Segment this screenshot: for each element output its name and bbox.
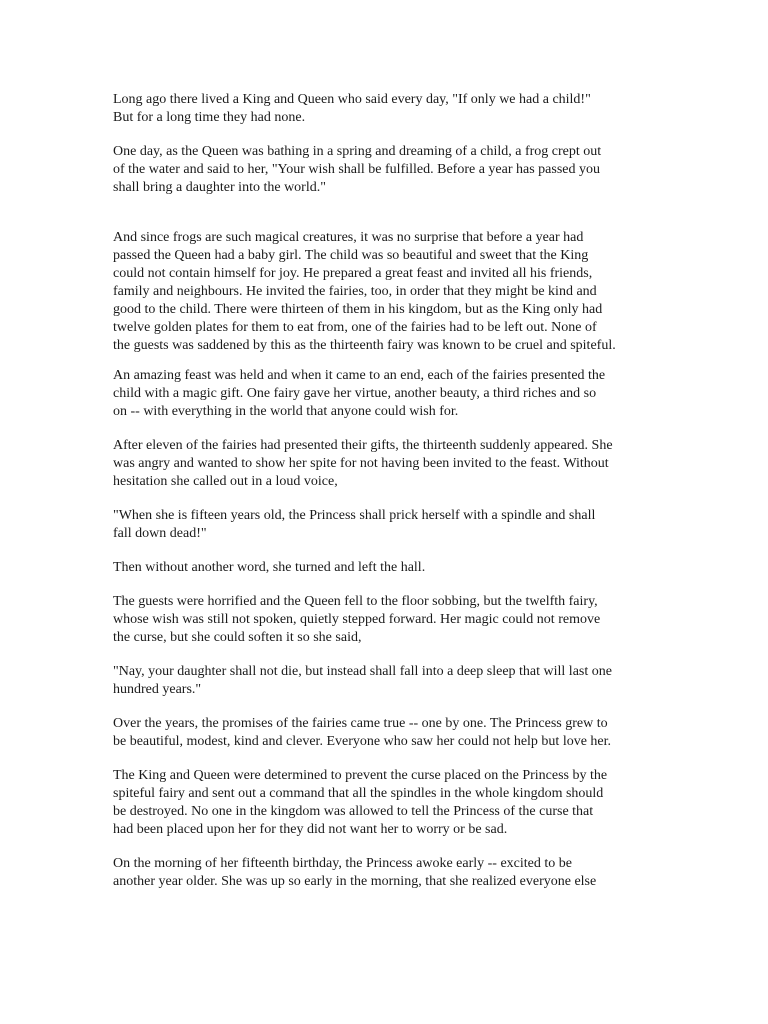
text-line: had been placed upon her for they did not want her to worry or be sad.	[113, 822, 508, 837]
text-line: the curse, but she could soften it so she said,	[113, 630, 362, 645]
text-line: family and neighbours. He invited the fairies, too, in order that they might be kind and	[113, 284, 597, 299]
paragraph-9	[113, 663, 673, 699]
text-line: the guests was saddened by this as the thirteenth fairy was known to be cruel and spiteful.	[113, 338, 616, 353]
text-line: hesitation she called out in a loud voice,	[113, 474, 338, 489]
text-line: But for a long time they had none.	[113, 110, 306, 125]
paragraph-3	[113, 229, 673, 355]
paragraph-5	[113, 437, 673, 491]
text-line: whose wish was still not spoken, quietly stepped forward. Her magic could not remove	[113, 612, 601, 627]
text-line: After eleven of the fairies had presented their gifts, the thirteenth suddenly appeared. She	[113, 438, 613, 453]
text-line: twelve golden plates for them to eat from, one of the fairies had to be left out. None of	[113, 320, 597, 335]
text-line: be beautiful, modest, kind and clever. Everyone who saw her could not help but love her.	[113, 734, 612, 749]
text-line: Over the years, the promises of the fairies came true -- one by one. The Princess grew to	[113, 716, 608, 731]
text-line: Long ago there lived a King and Queen who said every day, "If only we had a child!"	[113, 92, 591, 107]
text-line: another year older. She was up so early in the morning, that she realized everyone else	[113, 874, 597, 889]
text-line: passed the Queen had a baby girl. The child was so beautiful and sweet that the King	[113, 248, 589, 263]
text-line: hundred years."	[113, 682, 202, 697]
text-line: And since frogs are such magical creatures, it was no surprise that before a year had	[113, 230, 584, 245]
paragraph-12	[113, 855, 673, 891]
paragraph-11	[113, 767, 673, 839]
text-line: Then without another word, she turned and left the hall.	[113, 560, 426, 575]
paragraph-10	[113, 715, 673, 751]
paragraph-2	[113, 143, 673, 197]
paragraph-1	[113, 91, 673, 127]
text-line: on -- with everything in the world that anyone could wish for.	[113, 404, 459, 419]
paragraph-7	[113, 559, 673, 577]
text-line: of the water and said to her, "Your wish shall be fulfilled. Before a year has passed you	[113, 162, 600, 177]
text-line: One day, as the Queen was bathing in a spring and dreaming of a child, a frog crept out	[113, 144, 602, 159]
text-line: be destroyed. No one in the kingdom was allowed to tell the Princess of the curse that	[113, 804, 594, 819]
paragraph-4	[113, 367, 673, 421]
text-line: "Nay, your daughter shall not die, but instead shall fall into a deep sleep that will last one	[113, 664, 612, 679]
text-line: child with a magic gift. One fairy gave her virtue, another beauty, a third riches and so	[113, 386, 597, 401]
paragraph-6	[113, 507, 673, 543]
text-line: An amazing feast was held and when it came to an end, each of the fairies presented the	[113, 368, 606, 383]
text-line: was angry and wanted to show her spite for not having been invited to the feast. Without	[113, 456, 609, 471]
text-line: shall bring a daughter into the world."	[113, 180, 326, 195]
text-line: "When she is fifteen years old, the Princess shall prick herself with a spindle and shall	[113, 508, 596, 523]
text-line: spiteful fairy and sent out a command that all the spindles in the whole kingdom should	[113, 786, 604, 801]
text-line: On the morning of her fifteenth birthday, the Princess awoke early -- excited to be	[113, 856, 572, 871]
text-line: good to the child. There were thirteen of them in his kingdom, but as the King only had	[113, 302, 603, 317]
text-line: The King and Queen were determined to prevent the curse placed on the Princess by the	[113, 768, 608, 783]
paragraph-8	[113, 593, 673, 647]
text-line: fall down dead!"	[113, 526, 207, 541]
text-line: could not contain himself for joy. He prepared a great feast and invited all his friends,	[113, 266, 593, 281]
text-line: The guests were horrified and the Queen fell to the floor sobbing, but the twelfth fairy,	[113, 594, 598, 609]
